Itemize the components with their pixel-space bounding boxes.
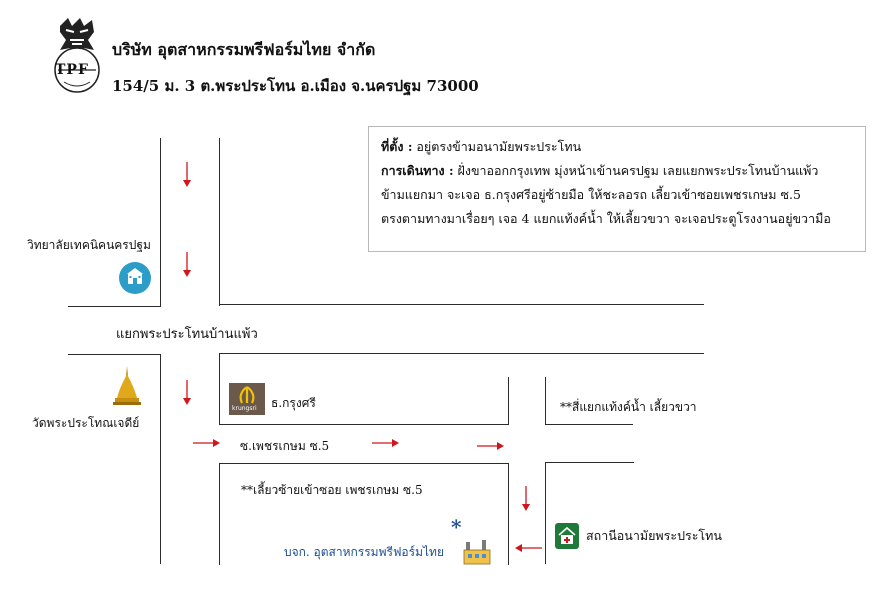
road-line bbox=[545, 462, 634, 463]
road-line bbox=[219, 353, 704, 354]
factory-icon bbox=[462, 536, 492, 566]
road-line bbox=[68, 354, 161, 355]
location-line: ที่ตั้ง : อยู่ตรงข้ามอนามัยพระประโทน bbox=[381, 139, 582, 154]
company-address: 154/5 ม. 3 ต.พระประโทน อ.เมือง จ.นครปฐม 73000 bbox=[112, 77, 479, 95]
four-way-label: **สี่แยกแท้งค์น้ำ เลี้ยวขวา bbox=[560, 400, 697, 414]
college-label: วิทยาลัยเทคนิคนครปฐม bbox=[27, 238, 151, 252]
red-arrow-icon bbox=[514, 543, 542, 553]
krungsri-logo-icon bbox=[229, 383, 265, 407]
road-line bbox=[219, 463, 220, 565]
red-arrow-icon bbox=[182, 252, 192, 278]
road-line bbox=[545, 424, 633, 425]
road-line bbox=[160, 354, 161, 564]
company-name: บริษัท อุตสาหกรรมพรีฟอร์มไทย จำกัด bbox=[112, 40, 376, 59]
soi-label: ซ.เพชรเกษม ซ.5 bbox=[240, 439, 330, 453]
red-arrow-icon bbox=[182, 380, 192, 406]
red-arrow-icon bbox=[521, 486, 531, 512]
road-line bbox=[219, 138, 220, 306]
bank-logo-icon bbox=[229, 383, 265, 415]
bank-label: ธ.กรุงศรี bbox=[271, 396, 316, 410]
road-line bbox=[219, 424, 509, 425]
temple-label: วัดพระประโทณเจดีย์ bbox=[32, 416, 140, 430]
red-arrow-icon bbox=[372, 438, 400, 448]
bank-logo-text: krungsri bbox=[232, 405, 257, 412]
tiger-logo-icon bbox=[50, 16, 104, 94]
company-marker: * bbox=[451, 515, 462, 539]
junction-label: แยกพระประโทนบ้านแพ้ว bbox=[116, 327, 258, 342]
road-line bbox=[508, 377, 509, 425]
school-icon bbox=[119, 262, 151, 294]
road-line bbox=[508, 463, 509, 565]
red-arrow-icon bbox=[477, 441, 505, 451]
company-logo bbox=[50, 16, 104, 94]
red-arrow-icon bbox=[193, 438, 221, 448]
route-line-1: การเดินทาง : ฝั่งขาออกกรุงเทพ มุ่งหน้าเข้านครปฐม เลยแยกพระประโทนบ้านแพ้ว bbox=[381, 163, 819, 178]
route-line-2: ข้ามแยกมา จะเจอ ธ.กรุงศรีอยู่ซ้ายมือ ให้ชะลอรถ เลี้ยวเข้าซอยเพชรเกษม ซ.5 bbox=[381, 187, 801, 202]
road-line bbox=[545, 377, 546, 425]
logo-text: TPF bbox=[55, 62, 89, 78]
road-line bbox=[219, 353, 220, 425]
road-line bbox=[219, 304, 704, 305]
house-cross-icon bbox=[555, 523, 579, 549]
health-station-icon bbox=[555, 523, 579, 549]
company-location-label: บจก. อุตสาหกรรมพรีฟอร์มไทย bbox=[284, 545, 444, 559]
directions-box bbox=[368, 126, 866, 252]
red-arrow-icon bbox=[182, 162, 192, 188]
route-line-3: ตรงตามทางมาเรื่อยๆ เจอ 4 แยกแท้งค์น้ำ ให้เลี้ยวขวา จะเจอประตูโรงงานอยู่ขวามือ bbox=[381, 211, 831, 226]
road-line bbox=[545, 462, 546, 564]
health-station-label: สถานีอนามัยพระประโทน bbox=[586, 528, 722, 543]
pagoda-icon bbox=[113, 366, 141, 406]
road-line bbox=[160, 138, 161, 306]
turn-left-label: **เลี้ยวซ้ายเข้าซอย เพชรเกษม ซ.5 bbox=[241, 483, 423, 497]
road-line bbox=[219, 463, 509, 464]
road-line bbox=[68, 306, 161, 307]
